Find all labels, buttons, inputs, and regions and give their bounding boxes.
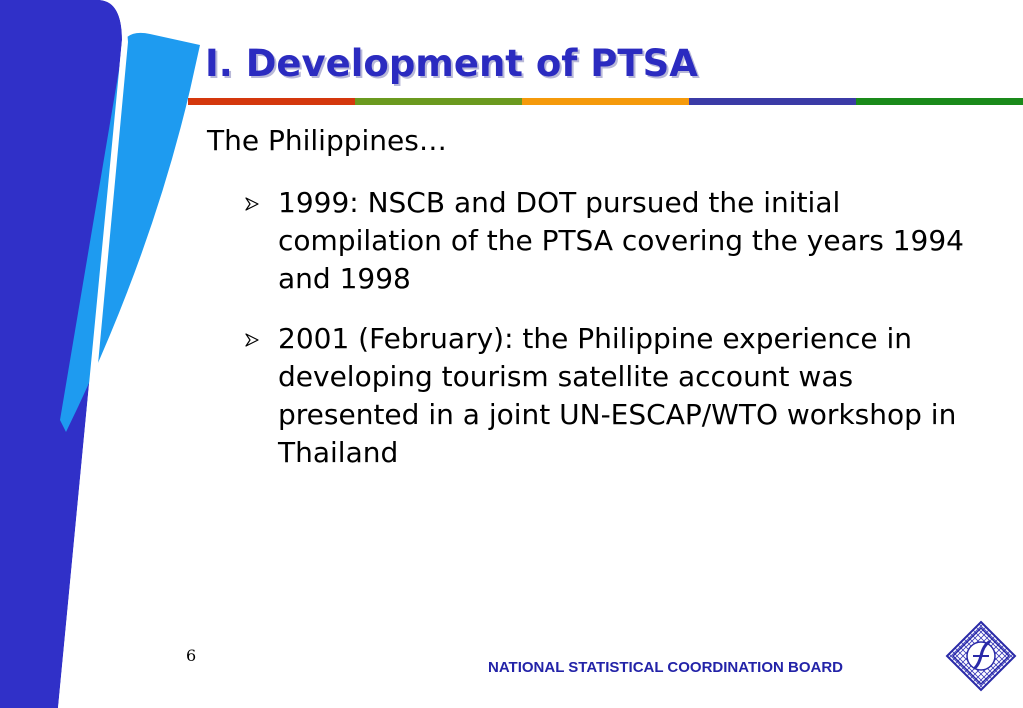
organization-footer: NATIONAL STATISTICAL COORDINATION BOARD (488, 659, 843, 676)
slide-subtitle: The Philippines… (207, 124, 447, 157)
stripe-segment (188, 98, 355, 105)
bullet-item (245, 320, 965, 472)
bullet-text: 1999: NSCB and DOT pursued the initial compilation of the PTSA covering the years 1994 and 1998 (278, 186, 964, 295)
nscb-logo-icon (945, 620, 1017, 692)
bullet-list (245, 184, 965, 494)
stripe-segment (689, 98, 856, 105)
bullet-item (245, 184, 965, 298)
arrowhead-bullet-icon (245, 333, 259, 347)
stripe-segment (355, 98, 522, 105)
slide-title: I. Development of PTSA (205, 42, 698, 85)
page-number: 6 (186, 646, 197, 665)
title-color-stripe (188, 98, 1023, 105)
arrowhead-bullet-icon (245, 197, 259, 211)
bullet-text: 2001 (February): the Philippine experience in developing tourism satellite account was presented in a joint UN-ESCAP/WTO workshop in Thailand (278, 322, 957, 469)
stripe-segment (522, 98, 689, 105)
left-decorative-bars (0, 0, 200, 708)
stripe-segment (856, 98, 1023, 105)
